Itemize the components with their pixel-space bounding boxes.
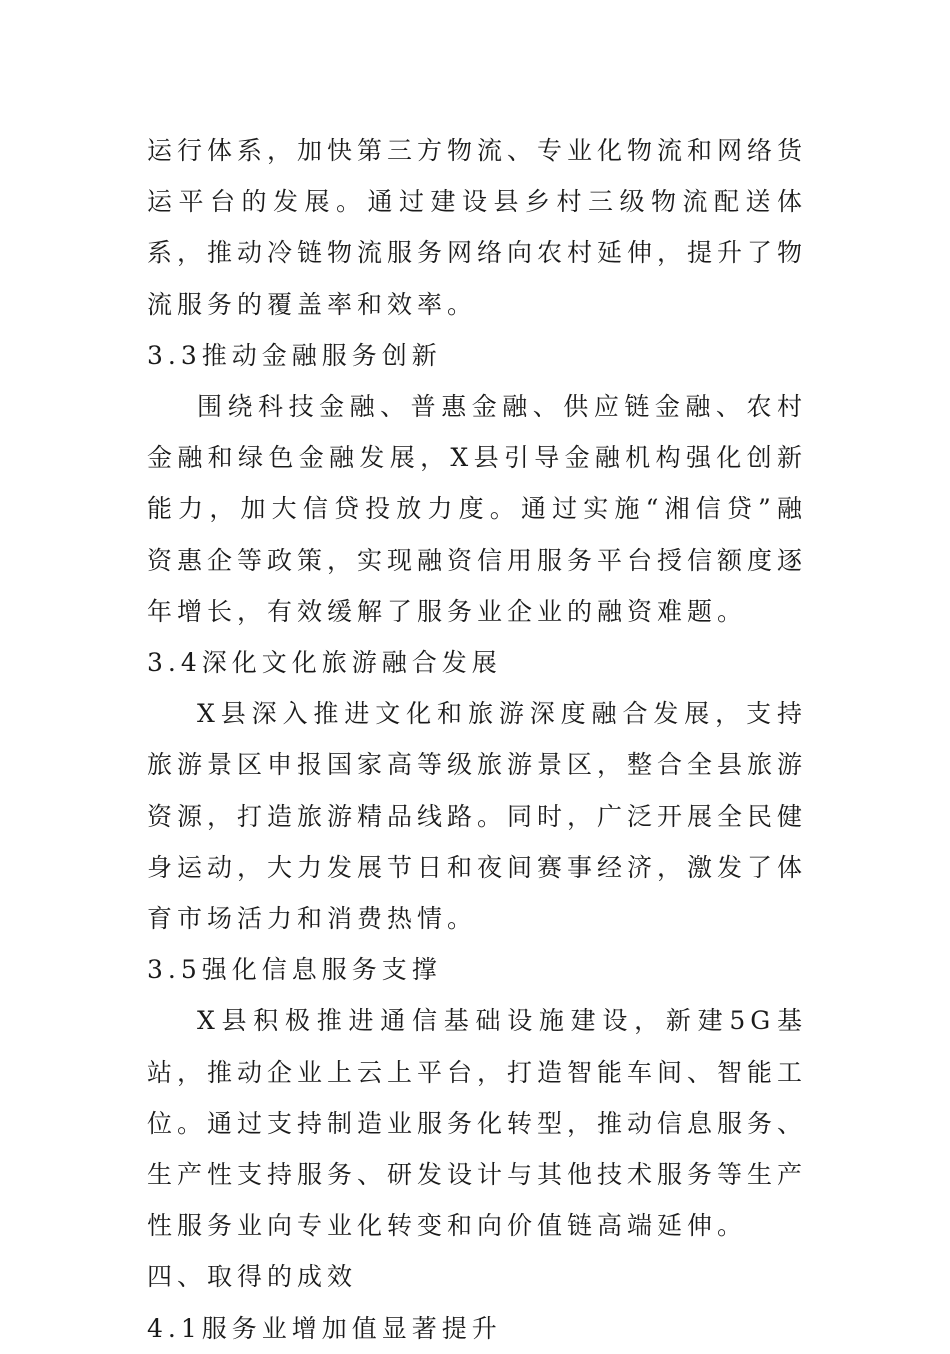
section-heading-3-3: 3.3推动金融服务创新 [147,340,442,370]
section-heading-3-4: 3.4深化文化旅游融合发展 [147,648,502,678]
chapter-heading-4: 四、取得的成效 [147,1262,358,1292]
paragraph-finance: 围绕科技金融、普惠金融、供应链金融、农村金融和绿色金融发展，X县引导金融机构强化创新能力，加大信贷投放力度。通过实施“湘信贷”融资惠企等政策，实现融资信用服务平台授信额度逐年增长，有效缓解了服务业企业的融资难题。 [147,392,808,626]
section-heading-4-1: 4.1服务业增加值显著提升 [147,1313,502,1343]
paragraph-logistics-continued: 运行体系，加快第三方物流、专业化物流和网络货运平台的发展。通过建设县乡村三级物流配送体系，推动冷链物流服务网络向农村延伸，提升了物流服务的覆盖率和效率。 [147,136,808,319]
paragraph-information-services: X县积极推进通信基础设施建设，新建5G基站，推动企业上云上平台，打造智能车间、智能工位。通过支持制造业服务化转型，推动信息服务、生产性支持服务、研发设计与其他技术服务等生产性服务业向专业化转变和向价值链高端延伸。 [147,1006,808,1241]
paragraph-culture-tourism: X县深入推进文化和旅游深度融合发展，支持旅游景区申报国家高等级旅游景区，整合全县旅游资源，打造旅游精品线路。同时，广泛开展全民健身运动，大力发展节日和夜间赛事经济，激发了体育市场活力和消费热情。 [147,699,808,934]
section-heading-3-5: 3.5强化信息服务支撑 [147,955,442,985]
document-body [147,125,807,1354]
